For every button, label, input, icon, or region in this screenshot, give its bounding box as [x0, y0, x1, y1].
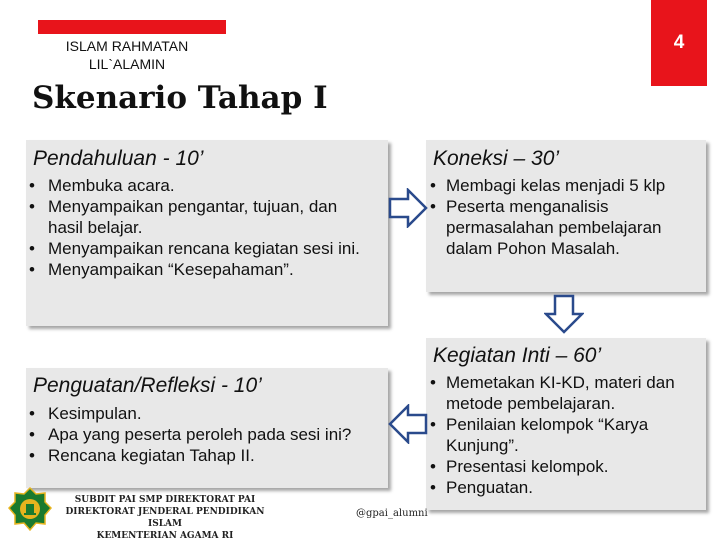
pendahuluan-box — [26, 140, 388, 326]
penguatan-box — [26, 368, 388, 488]
list-item: • Kesimpulan. — [26, 403, 376, 424]
arrow-left-icon — [388, 404, 428, 444]
arrow-right-icon — [388, 188, 428, 228]
slide-title: Skenario Tahap I — [32, 80, 328, 116]
org-name — [38, 37, 216, 73]
arrow-down-icon — [544, 294, 584, 334]
penguatan-list — [26, 403, 376, 466]
list-item: • Menyampaikan “Kesepahaman”. — [26, 259, 376, 280]
list-item: • Menyampaikan rencana kegiatan sesi ini. — [26, 238, 376, 259]
koneksi-box — [426, 140, 706, 292]
kegiatan-inti-list — [428, 372, 702, 498]
list-item: • Penguatan. — [428, 477, 702, 498]
footer-line-2: DIREKTORAT JENDERAL PENDIDIKAN ISLAM — [65, 507, 265, 529]
koneksi-list — [428, 175, 702, 259]
list-item: • Membagi kelas menjadi 5 klp — [428, 175, 702, 196]
org-line-1: ISLAM RAHMATAN — [65, 38, 189, 54]
pendahuluan-list — [26, 175, 376, 280]
list-item: • Memetakan KI-KD, materi dan metode pembelajaran. — [428, 372, 702, 414]
penguatan-heading: Penguatan/Refleksi - 10’ — [33, 374, 262, 397]
footer-line-3: KEMENTERIAN AGAMA RI — [96, 531, 234, 541]
org-line-2: LIL`ALAMIN — [88, 56, 166, 72]
footer-line-1: SUBDIT PAI SMP DIREKTORAT PAI — [74, 495, 256, 505]
kegiatan-inti-heading: Kegiatan Inti – 60’ — [433, 344, 602, 367]
list-item: • Presentasi kelompok. — [428, 456, 702, 477]
pendahuluan-heading: Pendahuluan - 10’ — [33, 147, 204, 170]
footer-email: @gpai_alumni — [356, 508, 428, 519]
list-item: • Apa yang peserta peroleh pada sesi ini? — [26, 424, 376, 445]
list-item: • Rencana kegiatan Tahap II. — [26, 445, 376, 466]
kemenag-logo-icon — [8, 486, 52, 532]
koneksi-heading: Koneksi – 30’ — [433, 147, 560, 170]
footer-institution — [60, 494, 270, 542]
list-item: • Penilaian kelompok “Karya Kunjung”. — [428, 414, 702, 456]
header-accent-bar — [38, 20, 226, 34]
list-item: • Menyampaikan pengantar, tujuan, dan hasil belajar. — [26, 196, 376, 238]
kegiatan-inti-box — [426, 338, 706, 510]
list-item: • Membuka acara. — [26, 175, 376, 196]
page-number-badge — [651, 0, 707, 86]
page-number: 4 — [673, 32, 685, 53]
list-item: • Peserta menganalisis permasalahan pembelajaran dalam Pohon Masalah. — [428, 196, 702, 259]
